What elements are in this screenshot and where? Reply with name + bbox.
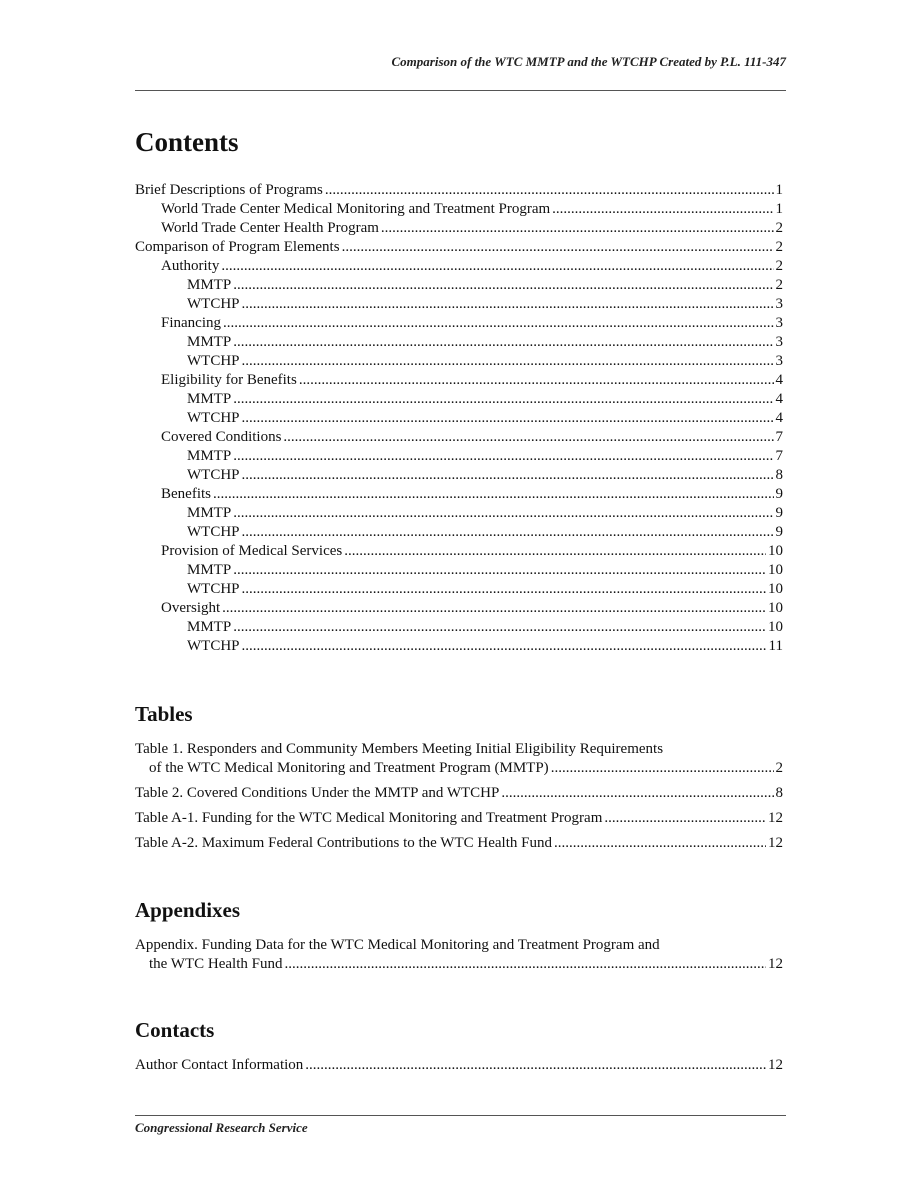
toc-entry[interactable]: [135, 618, 783, 637]
toc-page-number: 2: [775, 239, 783, 255]
toc-entry[interactable]: [135, 542, 783, 561]
dot-leader: [501, 784, 773, 803]
toc-entry-label: Table A-1. Funding for the WTC Medical Monitoring and Treatment Program: [135, 810, 603, 826]
tables-list: [135, 740, 783, 853]
toc-entry[interactable]: [135, 371, 783, 390]
dot-leader: [242, 466, 774, 485]
toc-entry[interactable]: [135, 333, 783, 352]
dot-leader: [223, 314, 774, 333]
appendixes-entry[interactable]: [135, 936, 783, 974]
toc-page-number: 12: [768, 810, 783, 826]
toc-entry-label: Oversight: [161, 600, 221, 616]
toc-page-number: 4: [775, 391, 783, 407]
toc-entry-label: Table A-2. Maximum Federal Contributions to the WTC Health Fund: [135, 835, 552, 851]
toc-entry[interactable]: [135, 466, 783, 485]
toc-entry-label: Table 2. Covered Conditions Under the MMTP and WTCHP: [135, 785, 500, 801]
toc-entry-label: Brief Descriptions of Programs: [135, 182, 323, 198]
toc-page-number: 7: [775, 448, 783, 464]
toc-page-number: 1: [775, 182, 783, 198]
appendixes-heading: Appendixes: [135, 898, 241, 922]
toc-page-number: 1: [775, 201, 783, 217]
toc-entry[interactable]: [135, 580, 783, 599]
toc-entry-label: MMTP: [187, 277, 232, 293]
toc-page-number: 9: [775, 486, 783, 502]
toc-entry[interactable]: [135, 390, 783, 409]
toc-page-number: 3: [775, 353, 783, 369]
toc-entry[interactable]: [135, 955, 783, 974]
toc-entry-label: Covered Conditions: [161, 429, 282, 445]
dot-leader: [213, 485, 774, 504]
tables-entry[interactable]: [135, 740, 783, 778]
toc-entry[interactable]: [135, 504, 783, 523]
toc-entry[interactable]: [135, 637, 783, 656]
toc-entry-label: Provision of Medical Services: [161, 543, 343, 559]
toc-page-number: 8: [775, 785, 783, 801]
dot-leader: [305, 1056, 766, 1075]
contacts-list: [135, 1056, 783, 1075]
toc-entry-label: WTCHP: [187, 581, 240, 597]
dot-leader: [242, 580, 767, 599]
dot-leader: [242, 352, 774, 371]
dot-leader: [551, 759, 774, 778]
toc-entry[interactable]: [135, 352, 783, 371]
toc-entry-label: WTCHP: [187, 524, 240, 540]
toc-entry[interactable]: [135, 834, 783, 853]
toc-entry[interactable]: [135, 523, 783, 542]
toc-entry-label: Authority: [161, 258, 220, 274]
appendixes-section: [135, 896, 783, 980]
entry-first-line: Appendix. Funding Data for the WTC Medical Monitoring and Treatment Program and: [135, 937, 660, 953]
toc-entry-label: Comparison of Program Elements: [135, 239, 340, 255]
tables-section: [135, 700, 783, 859]
toc-page-number: 3: [775, 315, 783, 331]
toc-page-number: 10: [768, 619, 783, 635]
dot-leader: [381, 219, 774, 238]
contacts-heading: Contacts: [135, 1018, 215, 1042]
toc-entry[interactable]: [135, 447, 783, 466]
contents-list: [135, 181, 783, 656]
toc-entry[interactable]: [135, 238, 783, 257]
toc-entry[interactable]: [135, 809, 783, 828]
entry-first-line: Table 1. Responders and Community Members Meeting Initial Eligibility Requirements: [135, 741, 664, 757]
toc-entry-label: Financing: [161, 315, 221, 331]
toc-entry-label: WTCHP: [187, 353, 240, 369]
toc-entry-label: WTCHP: [187, 296, 240, 312]
contacts-section: [135, 1016, 783, 1081]
toc-page-number: 8: [775, 467, 783, 483]
toc-entry-label: WTCHP: [187, 467, 240, 483]
footer-rule: [135, 1115, 786, 1116]
toc-entry[interactable]: [135, 200, 783, 219]
dot-leader: [284, 955, 766, 974]
toc-entry-label: MMTP: [187, 619, 232, 635]
toc-entry[interactable]: [135, 485, 783, 504]
toc-entry-label: MMTP: [187, 505, 232, 521]
toc-page-number: 3: [775, 334, 783, 350]
toc-page-number: 10: [768, 581, 783, 597]
toc-entry[interactable]: [135, 295, 783, 314]
toc-page-number: 11: [768, 638, 783, 654]
dot-leader: [233, 390, 773, 409]
dot-leader: [604, 809, 766, 828]
toc-entry-label: MMTP: [187, 448, 232, 464]
toc-entry-label: MMTP: [187, 334, 232, 350]
dot-leader: [233, 333, 773, 352]
dot-leader: [233, 618, 766, 637]
toc-page-number: 12: [768, 956, 783, 972]
toc-page-number: 4: [775, 410, 783, 426]
toc-entry[interactable]: [135, 181, 783, 200]
toc-entry[interactable]: [135, 314, 783, 333]
toc-entry-label: Eligibility for Benefits: [161, 372, 297, 388]
toc-entry[interactable]: [135, 561, 783, 580]
tables-entry[interactable]: [135, 834, 783, 853]
dot-leader: [283, 428, 773, 447]
contents-section: [135, 124, 783, 656]
toc-entry-label: the WTC Health Fund: [149, 956, 283, 972]
dot-leader: [233, 447, 773, 466]
toc-page-number: 2: [775, 258, 783, 274]
toc-page-number: 12: [768, 1057, 783, 1073]
dot-leader: [325, 181, 774, 200]
dot-leader: [299, 371, 774, 390]
contacts-entry[interactable]: [135, 1056, 783, 1075]
toc-page-number: 9: [775, 505, 783, 521]
toc-entry[interactable]: [135, 219, 783, 238]
toc-page-number: 7: [775, 429, 783, 445]
tables-heading: Tables: [135, 702, 193, 726]
toc-page-number: 2: [775, 277, 783, 293]
toc-page-number: 10: [768, 562, 783, 578]
toc-entry-label: MMTP: [187, 562, 232, 578]
toc-entry[interactable]: [135, 276, 783, 295]
footer-text: Congressional Research Service: [135, 1120, 308, 1135]
dot-leader: [233, 504, 773, 523]
toc-entry-label: WTCHP: [187, 410, 240, 426]
toc-page-number: 10: [768, 543, 783, 559]
tables-entry[interactable]: [135, 784, 783, 803]
toc-page-number: 9: [775, 524, 783, 540]
dot-leader: [222, 599, 766, 618]
toc-entry-label: of the WTC Medical Monitoring and Treatment Program (MMTP): [149, 760, 549, 776]
toc-page-number: 10: [768, 600, 783, 616]
dot-leader: [554, 834, 766, 853]
toc-entry-label: WTCHP: [187, 638, 240, 654]
appendixes-list: [135, 936, 783, 974]
toc-page-number: 2: [775, 220, 783, 236]
contents-heading: Contents: [135, 127, 239, 157]
dot-leader: [342, 238, 774, 257]
running-header: Comparison of the WTC MMTP and the WTCHP Created by P.L. 111-347: [391, 54, 786, 69]
dot-leader: [552, 200, 773, 219]
toc-page-number: 4: [775, 372, 783, 388]
toc-entry[interactable]: [135, 599, 783, 618]
toc-entry[interactable]: [135, 1056, 783, 1075]
toc-entry[interactable]: [135, 409, 783, 428]
toc-entry[interactable]: [135, 784, 783, 803]
toc-entry-label: MMTP: [187, 391, 232, 407]
dot-leader: [242, 523, 774, 542]
toc-entry[interactable]: [135, 428, 783, 447]
dot-leader: [221, 257, 773, 276]
toc-page-number: 12: [768, 835, 783, 851]
toc-entry[interactable]: [135, 759, 783, 778]
dot-leader: [242, 409, 774, 428]
dot-leader: [242, 637, 767, 656]
dot-leader: [233, 276, 773, 295]
dot-leader: [242, 295, 774, 314]
dot-leader: [233, 561, 766, 580]
dot-leader: [344, 542, 766, 561]
toc-page-number: 2: [775, 760, 783, 776]
toc-page-number: 3: [775, 296, 783, 312]
tables-entry[interactable]: [135, 809, 783, 828]
toc-entry[interactable]: [135, 257, 783, 276]
toc-entry-label: Benefits: [161, 486, 211, 502]
toc-entry-label: World Trade Center Medical Monitoring and Treatment Program: [161, 201, 551, 217]
header-rule: [135, 90, 786, 91]
toc-entry-label: World Trade Center Health Program: [161, 220, 379, 236]
toc-entry-label: Author Contact Information: [135, 1057, 304, 1073]
